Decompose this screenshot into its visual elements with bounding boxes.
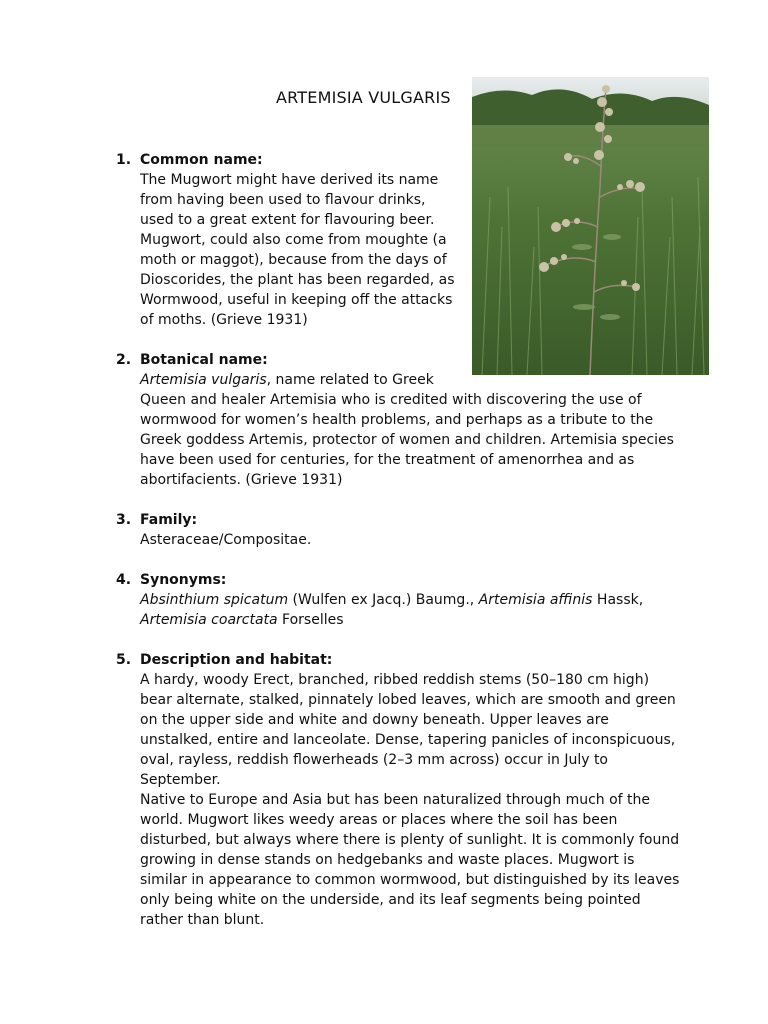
document-title: ARTEMISIA VULGARIS [276,88,451,107]
paragraph-line: oval, rayless, reddish flowerheads (2–3 mm across) occur in July to [140,752,609,768]
item-number: 4. [116,572,132,588]
paragraph-line: bear alternate, stalked, pinnately lobed leaves, which are smooth and green [140,692,676,708]
item-number: 1. [116,152,132,168]
paragraph-line: disturbed, but always where there is plenty of sunlight. It is commonly found [140,832,680,848]
paragraph-line: September. [140,772,221,788]
paragraph-text: Forselles [277,612,344,628]
paragraph-text: (Wulfen ex Jacq.) Baumg., [288,592,479,608]
synonym-name: Artemisia coarctata [140,612,278,628]
paragraph-line: Asteraceae/Compositae. [140,532,312,548]
section-heading-description: Description and habitat: [140,652,333,668]
paragraph-line: moth or maggot), because from the days of [140,252,447,268]
paragraph-line: Dioscorides, the plant has been regarded, as [140,272,455,288]
synonym-name: Absinthium spicatum [140,592,289,608]
botanical-name: Artemisia vulgaris [140,372,267,388]
paragraph-line: abortifacients. (Grieve 1931) [140,472,343,488]
paragraph-line: Mugwort, could also come from moughte (a [140,232,447,248]
paragraph-line: wormwood for women’s health problems, and perhaps as a tribute to the [140,412,654,428]
paragraph-line [140,370,434,390]
section-heading-botanical-name: Botanical name: [140,352,268,368]
item-number: 3. [116,512,132,528]
paragraph-line [140,610,344,630]
paragraph-line: have been used for centuries, for the treatment of amenorrhea and as [140,452,635,468]
paragraph-line: world. Mugwort likes weedy areas or places where the soil has been [140,812,618,828]
paragraph-line: similar in appearance to common wormwood, but distinguished by its leaves [140,872,680,888]
paragraph-line: Greek goddess Artemis, protector of women and children. Artemisia species [140,432,674,448]
mugwort-photo [472,77,709,375]
section-heading-common-name: Common name: [140,152,263,168]
paragraph-line: growing in dense stands on hedgebanks and waste places. Mugwort is [140,852,635,868]
paragraph-text: , name related to Greek [266,372,434,388]
paragraph-line: on the upper side and white and downy beneath. Upper leaves are [140,712,609,728]
paragraph-line: rather than blunt. [140,912,265,928]
section-heading-synonyms: Synonyms: [140,572,227,588]
synonym-name: Artemisia affinis [478,592,593,608]
paragraph-line: A hardy, woody Erect, branched, ribbed reddish stems (50–180 cm high) [140,672,650,688]
paragraph-line: Native to Europe and Asia but has been naturalized through much of the [140,792,651,808]
item-number: 5. [116,652,132,668]
paragraph-line: unstalked, entire and lanceolate. Dense, tapering panicles of inconspicuous, [140,732,676,748]
section-heading-family: Family: [140,512,198,528]
paragraph-line: used to a great extent for flavouring beer. [140,212,435,228]
paragraph-text: Hassk, [592,592,644,608]
paragraph-line: of moths. (Grieve 1931) [140,312,308,328]
paragraph-line: from having been used to flavour drinks, [140,192,426,208]
paragraph-line: only being white on the underside, and its leaf segments being pointed [140,892,641,908]
item-number: 2. [116,352,132,368]
paragraph-line: Wormwood, useful in keeping off the attacks [140,292,453,308]
paragraph-line [140,590,643,610]
paragraph-line: The Mugwort might have derived its name [140,172,439,188]
paragraph-line: Queen and healer Artemisia who is credited with discovering the use of [140,392,642,408]
